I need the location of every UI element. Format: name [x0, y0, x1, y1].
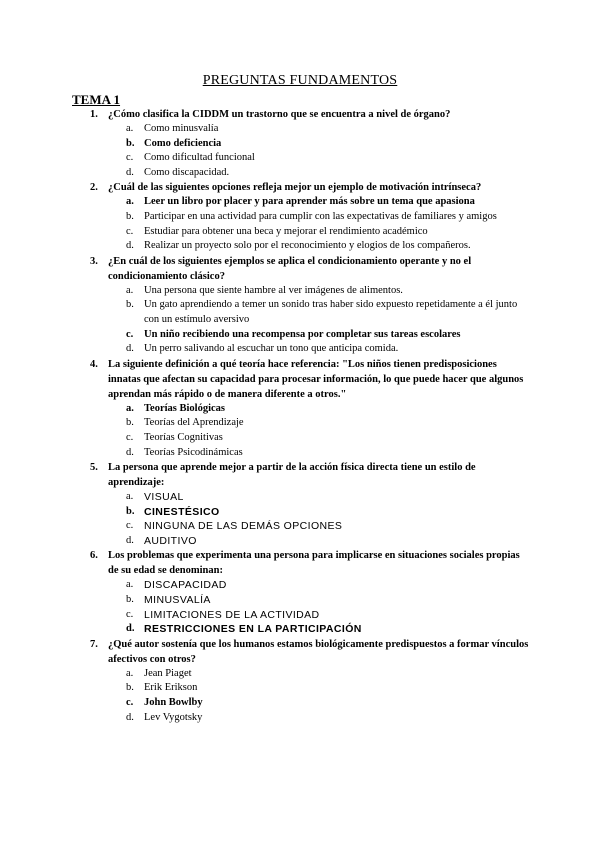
option-text: Un gato aprendiendo a temer un sonido tras haber sido expuesto repetidamente a él junto con un estímulo aversivo — [144, 299, 518, 325]
option-letter: d. — [126, 534, 134, 546]
question-item — [90, 637, 530, 725]
option-text: Realizar un proyecto solo por el reconocimiento y elogios de los compañeros. — [144, 240, 471, 252]
option-item-correct — [108, 505, 530, 520]
option-letter: a. — [126, 491, 134, 503]
option-letter: c. — [126, 225, 134, 237]
option-list — [108, 122, 530, 180]
question-number: 6. — [90, 550, 98, 562]
option-text: Como discapacidad. — [144, 166, 230, 178]
option-text: Un perro salivando al escuchar un tono que anticipa comida. — [144, 343, 399, 355]
option-letter: b. — [126, 137, 135, 149]
option-letter: d. — [126, 166, 134, 178]
question-text: La persona que aprende mejor a partir de la acción física directa tiene un estilo de aprendizaje: — [108, 462, 476, 489]
option-text: LIMITACIONES DE LA ACTIVIDAD — [144, 608, 320, 621]
option-item-correct — [108, 137, 530, 152]
option-letter: d. — [126, 240, 134, 252]
option-letter: b. — [126, 299, 134, 311]
option-text: Participar en una actividad para cumplir con las expectativas de familiares y amigos — [144, 210, 497, 222]
option-letter: b. — [126, 417, 134, 429]
option-item — [108, 446, 530, 461]
option-item — [108, 534, 530, 549]
option-list — [108, 195, 530, 253]
option-item — [108, 225, 530, 240]
question-text: ¿Qué autor sostenía que los humanos estamos biológicamente predispuestos a formar vínculos afectivos con otros? — [108, 638, 529, 665]
option-letter: b. — [126, 505, 135, 517]
question-item — [90, 548, 530, 636]
question-item — [90, 460, 530, 548]
option-item — [108, 593, 530, 608]
question-text: La siguiente definición a qué teoría hace referencia: "Los niños tienen predisposiciones innatas que afectan su capacidad para procesar información, lo que puede hacer que algunos aprendan más rápido o de manera diferente a otros." — [108, 358, 524, 400]
option-text: Erik Erikson — [144, 682, 198, 694]
option-item — [108, 342, 530, 357]
option-text: Leer un libro por placer y para aprender más sobre un tema que apasiona — [144, 196, 475, 208]
option-text: Teorías Cognitivas — [144, 431, 223, 443]
option-text: Teorías Psicodinámicas — [144, 446, 243, 458]
question-number: 7. — [90, 638, 98, 650]
option-item — [108, 519, 530, 534]
option-list — [108, 667, 530, 725]
option-item — [108, 681, 530, 696]
option-letter: c. — [126, 328, 134, 340]
option-item — [108, 490, 530, 505]
question-number: 3. — [90, 255, 98, 267]
option-letter: a. — [126, 667, 134, 679]
option-list — [108, 284, 530, 357]
option-item-correct — [108, 328, 530, 343]
option-letter: d. — [126, 711, 134, 723]
option-item — [108, 284, 530, 299]
option-item — [108, 416, 530, 431]
option-item — [108, 431, 530, 446]
option-text: Estudiar para obtener una beca y mejorar el rendimiento académico — [144, 225, 428, 237]
option-letter: c. — [126, 431, 134, 443]
option-text: Teorías del Aprendizaje — [144, 417, 244, 429]
option-item — [108, 210, 530, 225]
option-text: NINGUNA DE LAS DEMÁS OPCIONES — [144, 520, 343, 533]
option-item — [108, 578, 530, 593]
option-text: Como dificultad funcional — [144, 152, 255, 164]
option-letter: a. — [126, 196, 134, 208]
option-text: Jean Piaget — [144, 667, 192, 679]
option-item — [108, 667, 530, 682]
option-text: Lev Vygotsky — [144, 711, 203, 723]
option-letter: a. — [126, 284, 134, 296]
question-number: 2. — [90, 182, 98, 194]
option-item — [108, 711, 530, 726]
page-title: PREGUNTAS FUNDAMENTOS — [202, 73, 398, 88]
option-item — [108, 166, 530, 181]
option-letter: b. — [126, 210, 134, 222]
option-text: John Bowlby — [144, 697, 203, 709]
option-item — [108, 298, 530, 327]
option-text: Teorías Biológicas — [144, 402, 225, 414]
question-text: ¿Cómo clasifica la CIDDM un trastorno que se encuentra a nivel de órgano? — [108, 109, 451, 120]
question-text: Los problemas que experimenta una persona para implicarse en situaciones sociales propias de su edad se denominan: — [108, 550, 520, 577]
question-item — [90, 357, 530, 460]
question-text: ¿Cuál de las siguientes opciones refleja mejor un ejemplo de motivación intrínseca? — [108, 182, 482, 194]
option-list — [108, 402, 530, 460]
option-text: Como deficiencia — [144, 137, 222, 149]
option-letter: c. — [126, 608, 134, 620]
option-text: RESTRICCIONES EN LA PARTICIPACIÓN — [144, 623, 362, 636]
option-letter: d. — [126, 623, 135, 635]
option-item — [108, 239, 530, 254]
option-letter: c. — [126, 152, 134, 164]
option-text: AUDITIVO — [144, 534, 197, 547]
question-text: ¿En cuál de los siguientes ejemplos se aplica el condicionamiento operante y no el condicionamiento clásico? — [108, 255, 472, 282]
question-item — [90, 180, 530, 253]
option-text: Un niño recibiendo una recompensa por completar sus tareas escolares — [144, 328, 461, 340]
question-item — [90, 254, 530, 357]
option-item — [108, 122, 530, 137]
option-list — [108, 578, 530, 636]
option-letter: c. — [126, 520, 134, 532]
option-letter: c. — [126, 697, 134, 709]
option-item-correct — [108, 696, 530, 711]
option-text: CINESTÉSICO — [144, 505, 220, 518]
option-item-correct — [108, 622, 530, 637]
option-item-correct — [108, 402, 530, 417]
option-list — [108, 490, 530, 548]
question-number: 5. — [90, 462, 98, 474]
question-list — [90, 107, 530, 725]
option-letter: b. — [126, 594, 134, 606]
option-text: Una persona que siente hambre al ver imágenes de alimentos. — [144, 284, 403, 296]
option-letter: a. — [126, 123, 134, 134]
option-item — [108, 608, 530, 623]
option-item — [108, 151, 530, 166]
section-heading: TEMA 1 — [72, 92, 121, 107]
option-letter: d. — [126, 446, 134, 458]
option-item-correct — [108, 195, 530, 210]
option-text: VISUAL — [144, 491, 184, 504]
question-number: 1. — [90, 109, 98, 120]
option-letter: d. — [126, 343, 134, 355]
option-letter: a. — [126, 402, 134, 414]
option-text: DISCAPACIDAD — [144, 579, 227, 592]
option-text: MINUSVALÍA — [144, 594, 211, 607]
option-letter: b. — [126, 682, 134, 694]
question-number: 4. — [90, 358, 98, 370]
option-text: Como minusvalía — [144, 123, 219, 134]
question-item — [90, 107, 530, 180]
option-letter: a. — [126, 579, 134, 591]
